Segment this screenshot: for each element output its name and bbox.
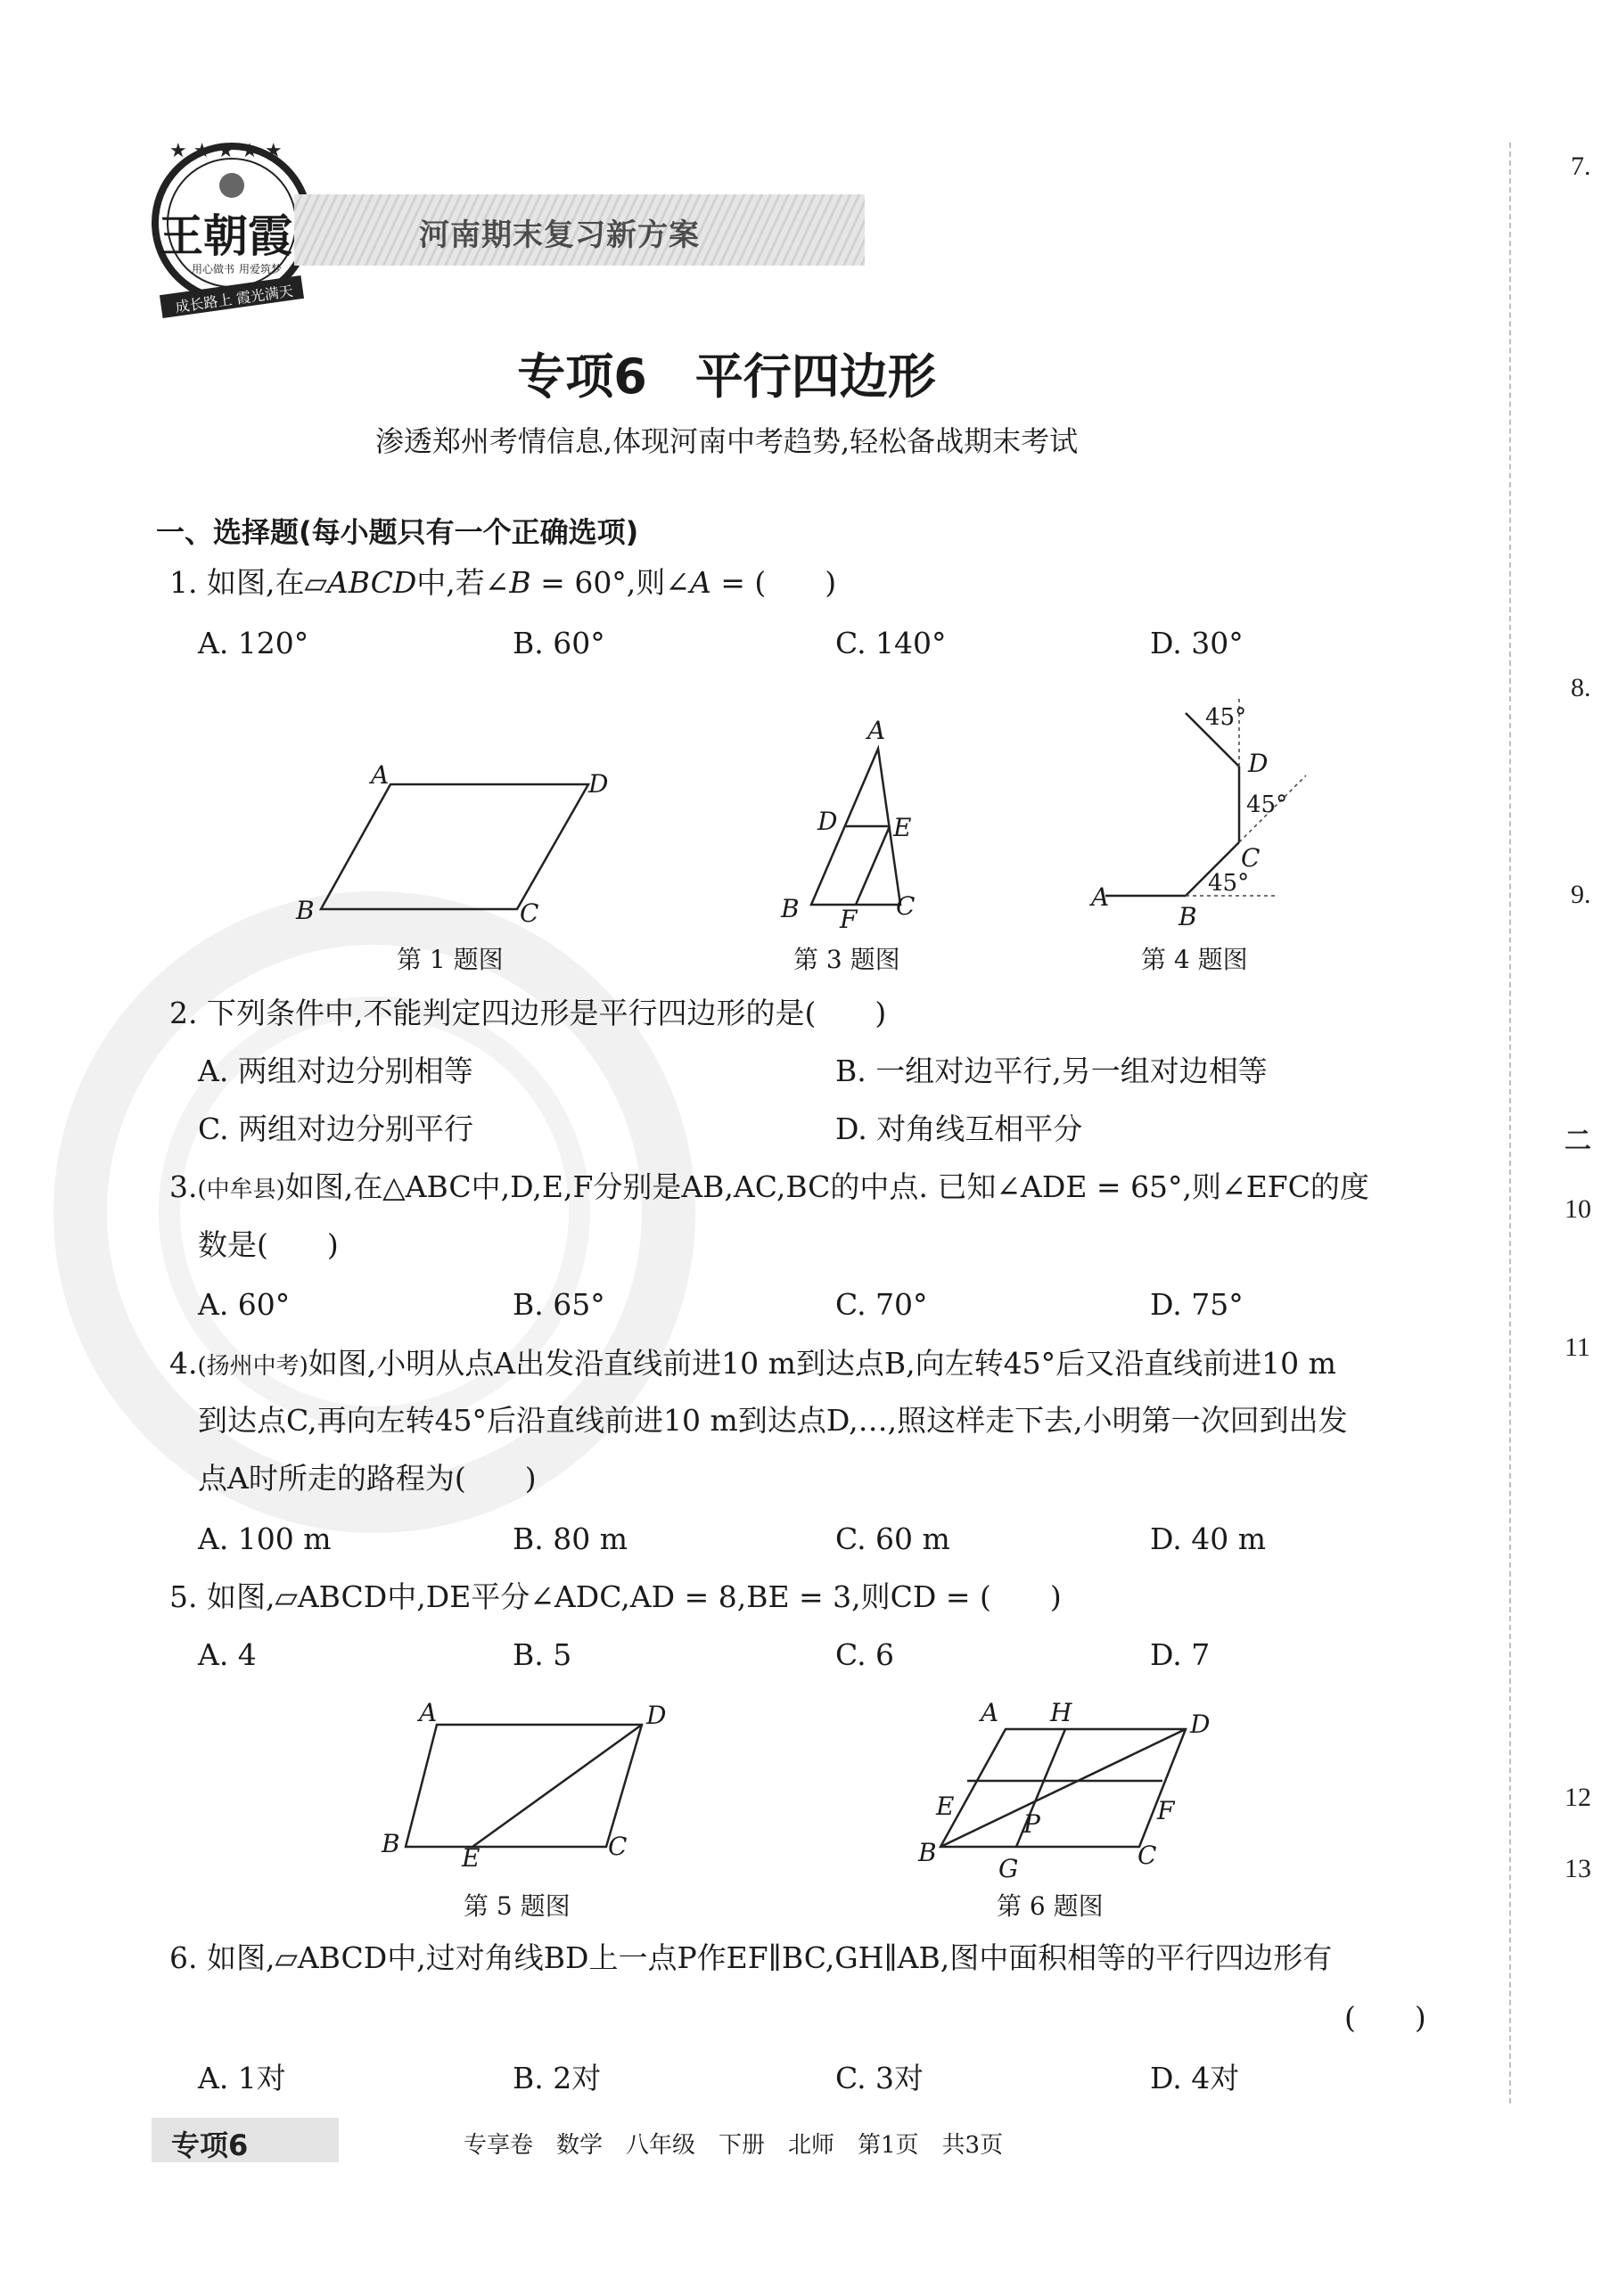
fig4-label-b: B bbox=[1179, 902, 1197, 931]
svg-text:★ ★ ★ ★ ★: ★ ★ ★ ★ ★ bbox=[169, 140, 283, 162]
fig4-angle-bottom: 45° bbox=[1208, 870, 1250, 897]
question-6: 6. 如图,▱ABCD中,过对角线BD上一点P作EF∥BC,GH∥AB,图中面积相等的平行四边形有 bbox=[169, 1940, 1333, 1975]
fig5-caption: 第 5 题图 bbox=[464, 1891, 571, 1921]
q2-option-c[interactable]: C. 两组对边分别平行 bbox=[198, 1111, 474, 1146]
q6-answer-bracket: ( ) bbox=[1344, 2000, 1426, 2035]
fig6-caption: 第 6 题图 bbox=[997, 1891, 1104, 1921]
q3-option-b[interactable]: B. 65° bbox=[513, 1287, 605, 1322]
fig4-angle-mid: 45° bbox=[1246, 791, 1288, 818]
fig4-label-d: D bbox=[1248, 749, 1269, 778]
fig5-label-c: C bbox=[608, 1832, 628, 1861]
question-2: 2. 下列条件中,不能判定四边形是平行四边形的是( ) bbox=[169, 996, 887, 1030]
logo-slogan-left: 用心做书 bbox=[192, 263, 235, 275]
q5-option-c[interactable]: C. 6 bbox=[835, 1637, 895, 1672]
fig6-label-c: C bbox=[1138, 1841, 1157, 1870]
fig1-caption: 第 1 题图 bbox=[397, 945, 504, 974]
question-5: 5. 如图,▱ABCD中,DE平分∠ADC,AD = 8,BE = 3,则CD = ( ) bbox=[169, 1579, 1062, 1614]
q1-option-b[interactable]: B. 60° bbox=[513, 626, 605, 660]
fig4-label-c: C bbox=[1241, 843, 1261, 873]
q4-option-c[interactable]: C. 60 m bbox=[835, 1521, 950, 1556]
fig5-label-a: A bbox=[419, 1698, 438, 1727]
page-subtitle: 渗透郑州考情信息,体现河南中考趋势,轻松备战期末考试 bbox=[374, 424, 1079, 458]
side-number: 7. bbox=[1571, 152, 1591, 181]
q3-source: (中牟县) bbox=[197, 1177, 285, 1203]
q3-option-c[interactable]: C. 70° bbox=[835, 1287, 928, 1322]
side-number: 11 bbox=[1565, 1332, 1590, 1362]
fig4-caption: 第 4 题图 bbox=[1141, 945, 1248, 974]
q5-option-d[interactable]: D. 7 bbox=[1150, 1637, 1211, 1672]
fig4-angle-top: 45° bbox=[1205, 704, 1247, 731]
q1-option-d[interactable]: D. 30° bbox=[1150, 626, 1244, 660]
logo-ribbon-text: 成长路上 霞光满天 bbox=[174, 282, 294, 316]
question-4-line3: 点A时所走的路程为( ) bbox=[198, 1461, 537, 1496]
question-3-line2: 数是( ) bbox=[198, 1227, 339, 1262]
fig3-label-f: F bbox=[840, 905, 858, 934]
q1-option-c[interactable]: C. 140° bbox=[835, 626, 947, 660]
side-number: 13 bbox=[1565, 1854, 1591, 1883]
footer-section-tag: 专项6 bbox=[152, 2118, 339, 2162]
logo-name: 王朝霞 bbox=[159, 209, 292, 262]
side-number: 10 bbox=[1565, 1194, 1591, 1224]
side-number: 9. bbox=[1571, 880, 1591, 909]
q4-option-a[interactable]: A. 100 m bbox=[198, 1521, 332, 1556]
logo-slogan-right: 用爱筑梦 bbox=[239, 263, 283, 275]
q4-source: (扬州中考) bbox=[197, 1353, 308, 1380]
page-title: 专项6 平行四边形 bbox=[517, 348, 936, 405]
fig3-label-a: A bbox=[867, 716, 886, 745]
fig5-label-d: D bbox=[646, 1701, 667, 1730]
fig6-label-b: B bbox=[918, 1838, 937, 1867]
question-1: 1. 如图,在▱ABCD中,若∠B = 60°,则∠A = ( ) bbox=[169, 565, 837, 600]
fig6-label-g: G bbox=[998, 1854, 1019, 1883]
side-number: 12 bbox=[1565, 1783, 1591, 1812]
q1-option-a[interactable]: A. 120° bbox=[198, 626, 309, 660]
q4-option-d[interactable]: D. 40 m bbox=[1150, 1521, 1267, 1556]
fig6-label-d: D bbox=[1190, 1710, 1211, 1739]
figure-1 bbox=[285, 758, 624, 927]
question-4: 4.(扬州中考)如图,小明从点A出发沿直线前进10 m到达点B,向左转45°后又沿直线前进10 m bbox=[169, 1346, 1336, 1381]
side-number: 8. bbox=[1571, 673, 1591, 702]
q6-option-d[interactable]: D. 4对 bbox=[1150, 2061, 1240, 2095]
q6-option-b[interactable]: B. 2对 bbox=[513, 2061, 602, 2095]
fig4-label-a: A bbox=[1091, 882, 1110, 912]
fig3-caption: 第 3 题图 bbox=[793, 945, 900, 974]
q5-option-a[interactable]: A. 4 bbox=[198, 1637, 257, 1672]
footer-text: 专享卷 数学 八年级 下册 北师 第1页 共3页 bbox=[464, 2132, 1004, 2159]
fig6-label-f: F bbox=[1157, 1796, 1175, 1825]
side-number: 二 bbox=[1565, 1126, 1591, 1157]
q2-option-a[interactable]: A. 两组对边分别相等 bbox=[198, 1054, 473, 1088]
q2-option-b[interactable]: B. 一组对边平行,另一组对边相等 bbox=[835, 1054, 1268, 1088]
q5-option-b[interactable]: B. 5 bbox=[513, 1637, 572, 1672]
fig3-label-c: C bbox=[896, 891, 916, 921]
section-heading: 一、选择题(每小题只有一个正确选项) bbox=[156, 515, 639, 549]
fig3-label-d: D bbox=[817, 807, 838, 836]
q6-option-c[interactable]: C. 3对 bbox=[835, 2061, 924, 2095]
fig1-label-c: C bbox=[520, 898, 539, 928]
fig1-label-b: B bbox=[296, 896, 315, 925]
fig1-label-d: D bbox=[588, 769, 609, 799]
fig6-label-a: A bbox=[981, 1698, 999, 1727]
question-3: 3.(中牟县)如图,在△ABC中,D,E,F分别是AB,AC,BC的中点. 已知∠ADE = 65°,则∠EFC的度 bbox=[169, 1169, 1369, 1204]
fig1-label-a: A bbox=[371, 760, 390, 790]
fig3-label-b: B bbox=[781, 894, 800, 923]
q3-option-d[interactable]: D. 75° bbox=[1150, 1287, 1244, 1322]
fig6-label-p: P bbox=[1023, 1809, 1040, 1839]
q3-option-a[interactable]: A. 60° bbox=[198, 1287, 291, 1322]
fig6-label-h: H bbox=[1050, 1698, 1072, 1727]
q2-option-d[interactable]: D. 对角线互相平分 bbox=[835, 1111, 1083, 1146]
q4-option-b[interactable]: B. 80 m bbox=[513, 1521, 628, 1556]
fig5-label-e: E bbox=[462, 1843, 480, 1873]
q6-option-a[interactable]: A. 1对 bbox=[198, 2061, 286, 2095]
fig5-label-b: B bbox=[382, 1829, 400, 1858]
fig3-label-e: E bbox=[893, 813, 912, 842]
question-4-line2: 到达点C,再向左转45°后沿直线前进10 m到达点D,…,照这样走下去,小明第一次回到出发 bbox=[198, 1403, 1348, 1438]
fig6-label-e: E bbox=[936, 1792, 955, 1821]
banner-title: 河南期末复习新方案 bbox=[419, 217, 700, 253]
figure-6 bbox=[918, 1702, 1230, 1863]
fold-dashed-line bbox=[1509, 143, 1511, 2103]
